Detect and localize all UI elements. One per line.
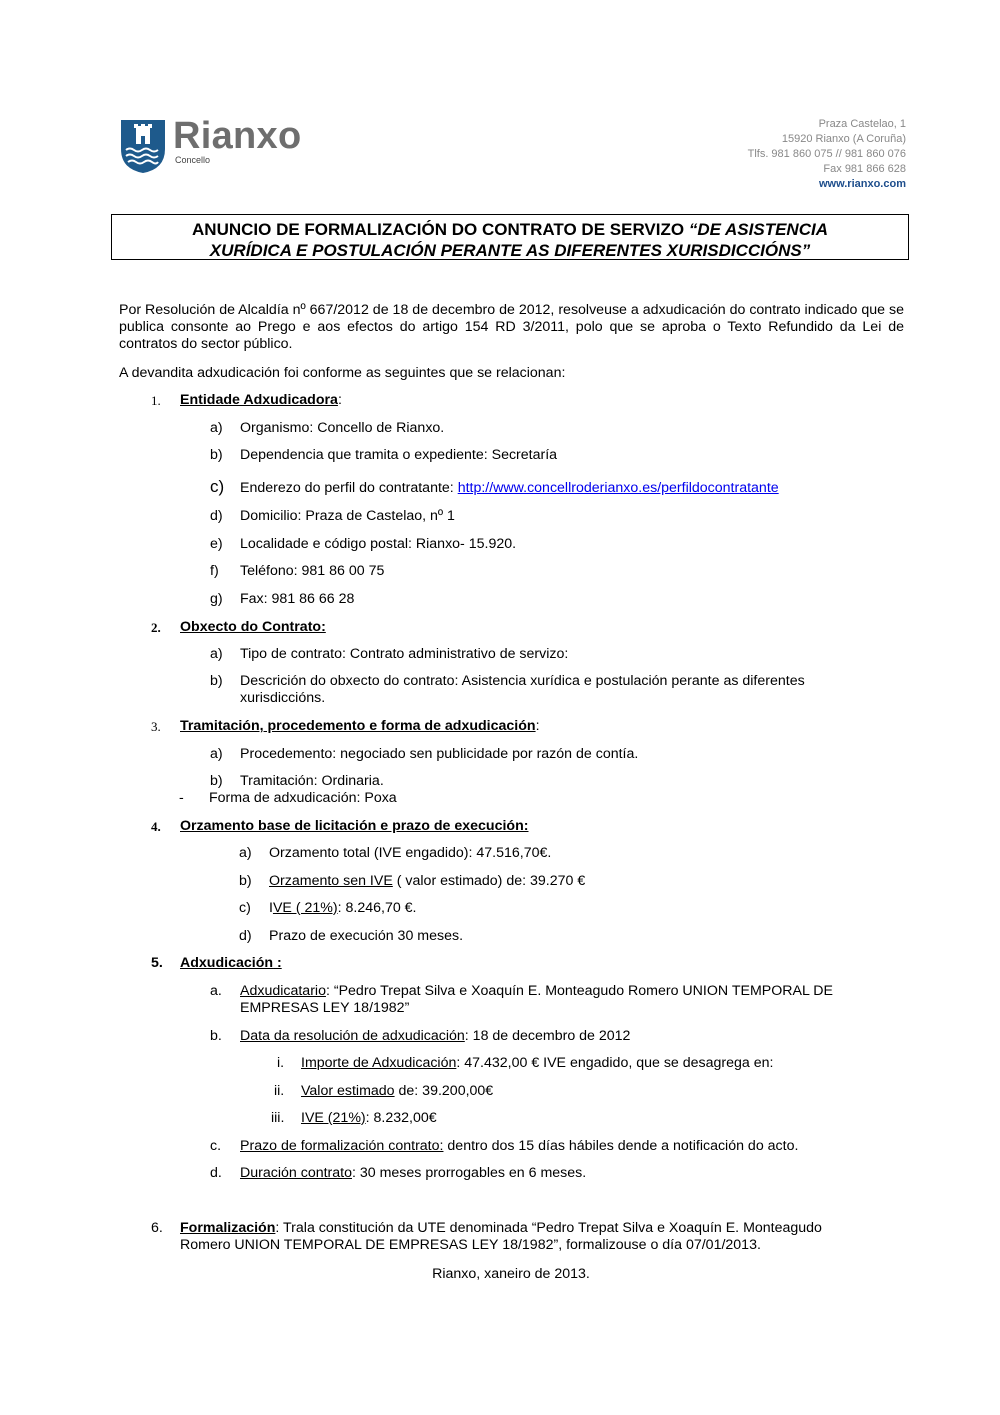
website-link[interactable]: www.rianxo.com bbox=[818, 178, 906, 190]
list-item-text: de: 39.200,00€ bbox=[394, 1083, 494, 1099]
address-line: Tlfs. 981 860 075 // 981 860 076 bbox=[747, 148, 906, 160]
title-plain: ANUNCIO DE FORMALIZACIÓN DO CONTRATO DE SERVIZO bbox=[192, 220, 689, 239]
list-item: Dependencia que tramita o expediente: Secretaría bbox=[240, 447, 558, 463]
list-item bbox=[240, 480, 779, 497]
list-item bbox=[240, 983, 833, 1000]
list-item: Orzamento total (IVE engadido): 47.516,70€. bbox=[269, 845, 552, 861]
list-item: Tipo de contrato: Contrato administrativo de servizo: bbox=[240, 646, 569, 662]
roman-numeral: ii. bbox=[274, 1083, 285, 1099]
underlined-term: Prazo de formalización contrato: bbox=[240, 1138, 444, 1154]
address-block bbox=[748, 117, 906, 192]
address-line: Fax 981 866 628 bbox=[823, 163, 906, 175]
list-item: Prazo de execución 30 meses. bbox=[269, 928, 464, 944]
underlined-term: Adxudicatario bbox=[240, 983, 326, 999]
list-item: Localidade e código postal: Rianxo- 15.920. bbox=[240, 536, 517, 552]
list-item-text: : 30 meses prorrogables en 6 meses. bbox=[351, 1165, 587, 1181]
list-item-text: ( valor estimado) de: 39.270 € bbox=[392, 873, 586, 889]
list-item-text: Enderezo do perfil do contratante: bbox=[240, 480, 458, 496]
list-item-text: : “Pedro Trepat Silva e Xoaquín E. Monteagudo Romero UNION TEMPORAL DE bbox=[325, 983, 834, 999]
list-letter: c) bbox=[239, 900, 251, 916]
section-number: 4. bbox=[151, 819, 161, 834]
document-title bbox=[111, 214, 909, 260]
list-letter: b) bbox=[210, 773, 223, 789]
list-letter: d) bbox=[239, 928, 252, 944]
list-item bbox=[301, 1083, 493, 1100]
list-letter: b. bbox=[210, 1028, 222, 1044]
underlined-term: Importe de Adxudicación bbox=[301, 1055, 457, 1071]
section-heading-text: Adxudicación bbox=[180, 955, 274, 971]
list-letter: a) bbox=[210, 746, 223, 762]
list-item-text: : 8.246,70 €. bbox=[337, 900, 417, 916]
section-text-cont: Romero UNION TEMPORAL DE EMPRESAS LEY 18/1982”, formalizouse o día 07/01/2013. bbox=[180, 1237, 761, 1253]
closing-place-date: Rianxo, xaneiro de 2013. bbox=[432, 1266, 590, 1282]
section-heading: Orzamento base de licitación e prazo de execución: bbox=[180, 818, 529, 834]
address-line: 15920 Rianxo (A Coruña) bbox=[781, 133, 906, 145]
list-item-text: : 47.432,00 € IVE engadido, que se desagrega en: bbox=[456, 1055, 774, 1071]
list-item: Forma de adxudicación: Poxa bbox=[209, 790, 397, 806]
roman-numeral: i. bbox=[277, 1055, 285, 1071]
list-letter: g) bbox=[210, 591, 223, 607]
list-letter: b) bbox=[239, 873, 252, 889]
list-item bbox=[269, 900, 417, 917]
list-item-text: : 8.232,00€ bbox=[365, 1110, 437, 1126]
list-letter: a) bbox=[210, 420, 223, 436]
list-letter: a) bbox=[210, 646, 223, 662]
section-heading bbox=[180, 955, 282, 972]
underlined-term: Orzamento sen IVE bbox=[269, 873, 393, 889]
section-number: 6. bbox=[151, 1220, 163, 1236]
list-item-text: : 18 de decembro de 2012 bbox=[464, 1028, 631, 1044]
section-heading bbox=[180, 718, 540, 735]
section-number: 1. bbox=[151, 393, 161, 408]
list-item bbox=[301, 1055, 773, 1072]
underlined-term: Valor estimado bbox=[301, 1083, 395, 1099]
list-letter: a) bbox=[239, 845, 252, 861]
underlined-term: VE ( 21%) bbox=[272, 900, 338, 916]
heading-colon: : bbox=[337, 392, 342, 408]
logo-subtext: Concello bbox=[175, 155, 211, 165]
list-item bbox=[269, 873, 585, 890]
section-text: : Trala constitución da UTE denominada “Pedro Trepat Silva e Xoaquín E. Monteagudo bbox=[275, 1220, 822, 1236]
intro-paragraph: Por Resolución de Alcaldía nº 667/2012 de 18 de decembro de 2012, resolveuse a adxudicación do contrato indicado que se publica consonte ao Prego e aos efectos do artigo 154 RD 3/2011, polo que se aproba o Texto Refundido da Lei de contratos do sector público. bbox=[119, 302, 904, 352]
section-heading-text: Tramitación, procedemento e forma de adxudicación bbox=[180, 718, 536, 734]
list-item bbox=[240, 1138, 798, 1155]
section-heading bbox=[180, 1220, 822, 1237]
address-line: Praza Castelao, 1 bbox=[818, 118, 906, 130]
list-item-cont: EMPRESAS LEY 18/1982” bbox=[240, 1000, 410, 1016]
list-letter: a. bbox=[210, 983, 222, 999]
underlined-term: Duración contrato bbox=[240, 1165, 352, 1181]
list-letter: b) bbox=[210, 673, 223, 689]
list-item bbox=[240, 1165, 586, 1182]
list-item-text: I bbox=[269, 900, 273, 916]
list-item: Procedemento: negociado sen publicidade por razón de contía. bbox=[240, 746, 639, 762]
underlined-term: IVE (21%) bbox=[301, 1110, 366, 1126]
section-number: 2. bbox=[151, 620, 161, 635]
section-heading-text: Entidade Adxudicadora bbox=[180, 392, 338, 408]
roman-numeral: iii. bbox=[271, 1110, 285, 1126]
list-letter: d) bbox=[210, 508, 223, 524]
list-item: Fax: 981 86 66 28 bbox=[240, 591, 355, 607]
list-dash: - bbox=[179, 790, 184, 806]
list-item: Organismo: Concello de Rianxo. bbox=[240, 420, 445, 436]
coat-of-arms-icon bbox=[120, 119, 166, 174]
section-heading-text: Formalización bbox=[180, 1220, 276, 1236]
list-letter: e) bbox=[210, 536, 223, 552]
heading-colon: : bbox=[535, 718, 540, 734]
underlined-term: Data da resolución de adxudicación bbox=[240, 1028, 465, 1044]
logo-wordmark: Rianxo bbox=[173, 115, 302, 157]
list-letter: b) bbox=[210, 447, 223, 463]
list-item: Domicilio: Praza de Castelao, nº 1 bbox=[240, 508, 455, 524]
list-letter: c) bbox=[210, 477, 225, 496]
title-italic-1: “DE ASISTENCIA bbox=[688, 220, 828, 239]
list-item-cont: xurisdiccións. bbox=[240, 690, 326, 706]
profile-link[interactable]: http://www.concellroderianxo.es/perfildocontratante bbox=[457, 480, 779, 496]
heading-colon: : bbox=[273, 955, 282, 971]
section-number: 5. bbox=[151, 955, 163, 971]
list-letter: d. bbox=[210, 1165, 222, 1181]
title-italic-2: XURÍDICA E POSTULACIÓN PERANTE AS DIFERENTES XURISDICCIÓNS” bbox=[209, 241, 811, 260]
list-letter: f) bbox=[210, 563, 219, 579]
section-number: 3. bbox=[151, 719, 161, 734]
section-heading bbox=[180, 392, 342, 409]
list-item-text: dentro dos 15 días hábiles dende a notificación do acto. bbox=[443, 1138, 799, 1154]
list-item bbox=[240, 1028, 630, 1045]
list-item: Descrición do obxecto do contrato: Asistencia xurídica e postulación perante as diferentes bbox=[240, 673, 805, 689]
intro-paragraph-2: A devandita adxudicación foi conforme as seguintes que se relacionan: bbox=[119, 365, 566, 381]
list-letter: c. bbox=[210, 1138, 222, 1154]
list-item: Tramitación: Ordinaria. bbox=[240, 773, 384, 789]
section-heading: Obxecto do Contrato: bbox=[180, 619, 326, 635]
list-item bbox=[301, 1110, 437, 1127]
list-item: Teléfono: 981 86 00 75 bbox=[240, 563, 385, 579]
